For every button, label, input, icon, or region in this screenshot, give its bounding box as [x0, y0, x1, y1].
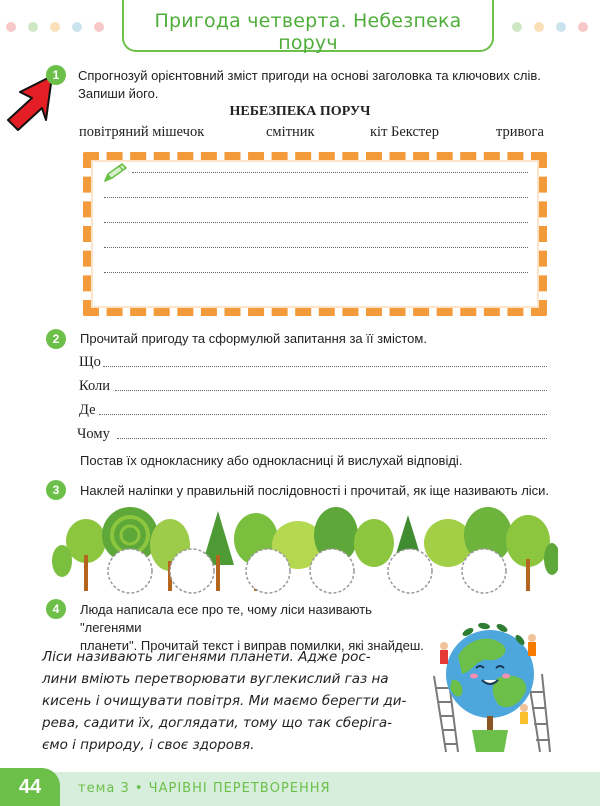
keyword-4: тривога	[496, 124, 544, 140]
decor-dot	[72, 22, 82, 32]
task-2-text: Прочитай пригоду та сформулюй запитання за її змістом.	[80, 331, 427, 346]
globe-illustration	[428, 616, 552, 756]
question-line-what[interactable]	[103, 366, 547, 367]
task-2-note: Постав їх однокласнику або однокласниці й вислухай відповіді.	[80, 453, 463, 468]
decor-dot	[28, 22, 38, 32]
task-2-number: 2	[46, 329, 66, 349]
task-4-number: 4	[46, 599, 66, 619]
writing-line-4[interactable]	[104, 247, 528, 248]
task-1-line-2: Запиши його.	[78, 86, 159, 101]
footer-section-title: тема 3 • ЧАРІВНІ ПЕРЕТВОРЕННЯ	[78, 781, 331, 796]
writing-frame	[83, 152, 547, 316]
task-1-text	[78, 67, 558, 103]
task-3-text: Наклей наліпки у правильній послідовності і прочитай, як іще називають ліси.	[80, 483, 550, 498]
question-line-where[interactable]	[99, 414, 547, 415]
decor-dot	[512, 22, 522, 32]
keyword-1: повітряний мішечок	[79, 124, 205, 140]
essay-line-1: Ліси називають лигенями планети. Адже рос-	[42, 649, 371, 665]
story-title: НЕБЕЗПЕКА ПОРУЧ	[229, 104, 371, 119]
writing-line-2[interactable]	[104, 197, 528, 198]
question-line-why[interactable]	[117, 438, 547, 439]
decor-dot	[534, 22, 544, 32]
decor-dot	[94, 22, 104, 32]
question-label-what: Що	[79, 354, 101, 370]
writing-line-1[interactable]	[132, 172, 528, 173]
question-label-when: Коли	[79, 378, 111, 394]
question-line-when[interactable]	[115, 390, 547, 391]
question-label-why: Чому	[77, 426, 110, 442]
task-4-line-2: планети". Прочитай текст і виправ помилки, які знайдеш.	[80, 638, 424, 653]
page-footer	[0, 768, 600, 806]
writing-line-5[interactable]	[104, 272, 528, 273]
pencil-icon	[102, 162, 128, 184]
forest-illustration	[52, 505, 558, 595]
essay-line-2: лини вміють перетворювати вуглекислий газ на	[42, 671, 389, 687]
task-4-line-1: Люда написала есе про те, чому ліси називають "легенями	[80, 602, 372, 635]
task-3-number: 3	[46, 480, 66, 500]
keyword-2: смітник	[266, 124, 315, 140]
page-title: Пригода четверта. Небезпека поруч	[154, 10, 462, 54]
decor-dot	[6, 22, 16, 32]
header-tab	[122, 0, 494, 52]
essay-text	[42, 646, 432, 756]
question-label-where: Де	[79, 402, 96, 418]
writing-line-3[interactable]	[104, 222, 528, 223]
decor-dot	[50, 22, 60, 32]
page-number: 44	[0, 768, 60, 806]
essay-line-3: кисень і очищувати повітря. Ми маємо берегти ди-	[42, 693, 407, 709]
decor-dot	[556, 22, 566, 32]
keyword-3: кіт Бекстер	[370, 124, 439, 140]
essay-line-4: рева, садити їх, доглядати, тому що так сберіга-	[42, 715, 393, 731]
essay-line-5: ємо і природу, і своє здоровя.	[42, 737, 255, 753]
decor-dot	[578, 22, 588, 32]
task-1-number: 1	[46, 65, 66, 85]
task-1-line-1: Спрогнозуй орієнтовний зміст пригоди на основі заголовка та ключових слів.	[78, 68, 541, 83]
